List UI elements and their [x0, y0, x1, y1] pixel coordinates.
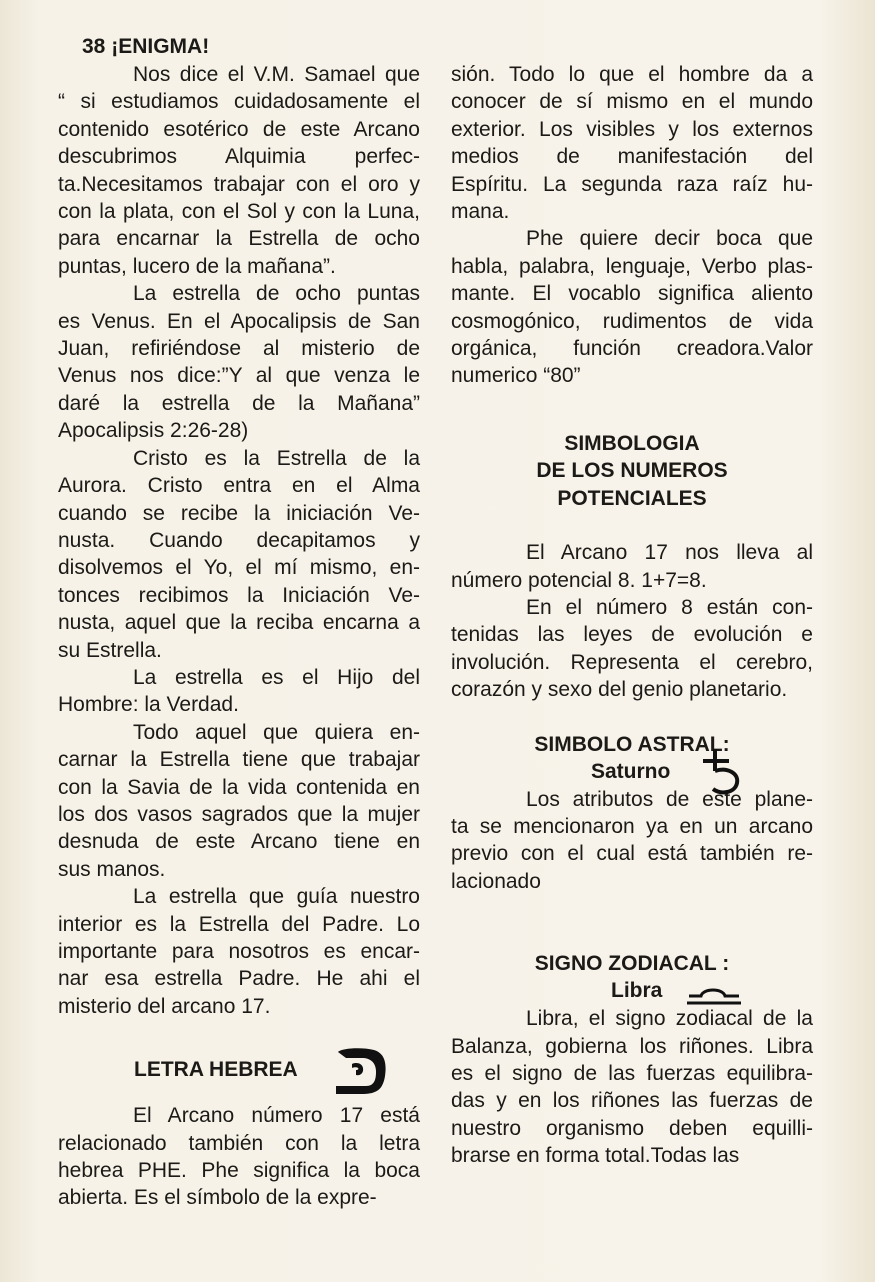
text-line: habla, palabra, lenguaje, Verbo plas-	[451, 254, 813, 278]
text-line: medios de manifestación del	[451, 145, 813, 169]
paragraph	[451, 1005, 813, 1169]
section-heading: SIMBOLO ASTRAL:	[534, 732, 730, 756]
text-line: Venus nos dice:”Y al que venza le	[58, 364, 420, 388]
text-line: número potencial 8. 1+7=8.	[451, 568, 707, 592]
text-line: Cristo es la Estrella de la	[133, 446, 420, 470]
text-line: daré la estrella de la Mañana”	[58, 391, 420, 415]
text-line: con la Savia de la vida contenida en	[58, 775, 420, 799]
text-line: numerico “80”	[451, 364, 581, 388]
text-line: “ si estudiamos cuidadosamente el	[58, 90, 420, 114]
text-line: desnuda de este Arcano tiene en	[58, 830, 420, 854]
paragraph	[58, 664, 420, 719]
text-line: involución. Representa el cerebro,	[451, 650, 813, 674]
libra-symbol-icon	[683, 984, 745, 1013]
astral-symbol-section	[451, 731, 813, 786]
paragraph	[451, 539, 813, 594]
left-text	[58, 61, 420, 1212]
text-line: relacionado también con la letra	[58, 1131, 420, 1155]
page-number: 38	[82, 35, 106, 58]
paragraph	[58, 1102, 420, 1212]
text-line: brarse en forma total.Todas las	[451, 1144, 740, 1168]
saturn-symbol-icon	[699, 745, 745, 804]
text-line: hebrea PHE. Phe significa la boca	[58, 1159, 420, 1183]
hebrew-letter-section	[58, 1042, 420, 1102]
text-line: Apocalipsis 2:26-28)	[58, 419, 249, 443]
text-line: ta se mencionaron ya en un arcano	[451, 814, 813, 838]
text-line: Los atributos de este plane-	[526, 787, 813, 811]
text-line: Juan, refiriéndose al misterio de	[58, 337, 420, 361]
text-line: cuando se recibe la iniciación Ve-	[58, 501, 420, 525]
text-line: sión. Todo lo que el hombre da a	[451, 63, 813, 86]
text-line: das y en los riñones las fuerzas de	[451, 1089, 813, 1113]
text-line: sus manos.	[58, 857, 166, 881]
section-heading-line: DE LOS NUMEROS	[536, 459, 728, 483]
right-text	[451, 61, 813, 1170]
section-heading-line: POTENCIALES	[557, 486, 707, 510]
text-line: abierta. Es el símbolo de la expre-	[58, 1186, 377, 1210]
paragraph	[451, 61, 813, 225]
text-line: mante. El vocablo significa aliento	[451, 282, 813, 306]
text-line: Libra, el signo zodiacal de la	[526, 1007, 813, 1031]
text-line: ta.Necesitamos trabajar con el oro y	[58, 172, 420, 196]
text-line: Aurora. Cristo entra en el Alma	[58, 474, 420, 498]
text-line: puntas, lucero de la mañana”.	[58, 254, 336, 278]
text-line: Nos dice el V.M. Samael que	[133, 63, 420, 86]
text-line: Todo aquel que quiera en-	[133, 720, 420, 744]
page-title: ¡ENIGMA!	[111, 35, 210, 58]
paragraph	[451, 786, 813, 896]
section-heading: LETRA HEBREA	[134, 1058, 298, 1082]
text-line: exterior. Los visibles y los externos	[451, 117, 813, 141]
text-line: los dos vasos sagrados que la mujer	[58, 802, 420, 826]
paragraph	[451, 225, 813, 389]
text-line: tonces recibimos la Iniciación Ve-	[58, 583, 420, 607]
section-heading: SIGNO ZODIACAL :	[534, 952, 730, 976]
astral-name: Saturno	[591, 759, 671, 783]
text-line: cosmogónico, rudimentos de vida	[451, 309, 813, 333]
text-line: tenidas las leyes de evolución e	[451, 623, 813, 647]
text-line: con la plata, con el Sol y con la Luna,	[58, 200, 420, 224]
paragraph	[58, 61, 420, 280]
paragraph	[58, 445, 420, 664]
text-line: Hombre: la Verdad.	[58, 693, 239, 717]
text-line: La estrella es el Hijo del	[133, 665, 420, 689]
text-line: contenido esotérico de este Arcano	[58, 117, 420, 141]
text-line: nuestro organismo deben equilli-	[451, 1116, 813, 1140]
text-line: interior es la Estrella del Padre. Lo	[58, 912, 420, 936]
text-line: nusta, aquel que la reciba encarna a	[58, 611, 420, 635]
text-line: Espíritu. La segunda raza raíz hu-	[451, 172, 813, 196]
text-line: es Venus. En el Apocalipsis de San	[58, 309, 420, 333]
text-line: La estrella que guía nuestro	[133, 885, 420, 909]
text-line: El Arcano 17 nos lleva al	[526, 541, 813, 565]
text-line: para encarnar la Estrella de ocho	[58, 227, 420, 251]
text-line: orgánica, función creadora.Valor	[451, 337, 813, 361]
hebrew-letter-pe-icon	[332, 1042, 390, 1107]
zodiac-name: Libra	[611, 979, 663, 1003]
text-line: conocer de sí mismo en el mundo	[451, 90, 813, 114]
section-heading-simbologia	[451, 430, 813, 512]
paragraph	[451, 594, 813, 704]
text-line: lacionado	[451, 869, 541, 893]
text-line: descubrimos Alquimia perfec-	[58, 145, 420, 169]
text-line: misterio del arcano 17.	[58, 994, 271, 1018]
text-line: corazón y sexo del genio planetario.	[451, 678, 788, 702]
text-line: Phe quiere decir boca que	[526, 227, 813, 251]
text-line: nusta. Cuando decapitamos y	[58, 528, 420, 552]
text-line: importante para nosotros es encar-	[58, 940, 420, 963]
paragraph	[58, 719, 420, 883]
page-header	[82, 33, 209, 60]
text-line: disolvemos el Yo, el mí mismo, en-	[58, 556, 420, 580]
text-line: su Estrella.	[58, 638, 162, 662]
zodiac-sign-section	[451, 950, 813, 1005]
text-line: mana.	[451, 200, 510, 224]
text-line: es el signo de las fuerzas equilibra-	[451, 1061, 813, 1085]
text-line: nar esa estrella Padre. He ahi el	[58, 967, 420, 991]
paragraph	[58, 280, 420, 444]
paragraph	[58, 883, 420, 1020]
text-line: En el número 8 están con-	[526, 595, 813, 619]
section-heading-line: SIMBOLOGIA	[564, 431, 700, 455]
text-line: previo con el cual está también re-	[451, 842, 813, 866]
text-line: Balanza, gobierna los riñones. Libra	[451, 1034, 813, 1058]
text-line: El Arcano número 17 está	[133, 1104, 420, 1128]
text-line: carnar la Estrella tiene que trabajar	[58, 748, 420, 772]
text-line: La estrella de ocho puntas	[133, 282, 420, 306]
